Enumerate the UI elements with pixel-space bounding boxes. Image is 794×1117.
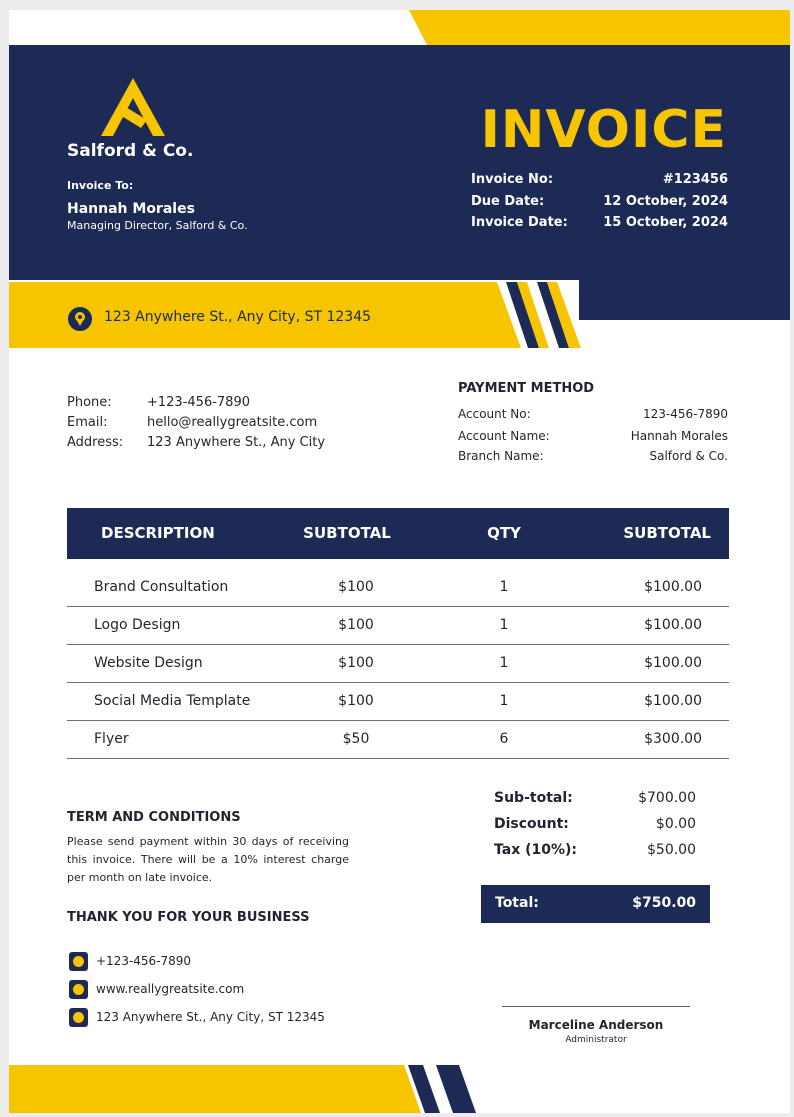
items-table-header [67,508,729,559]
cell-subtotal: $100.00 [644,693,702,709]
cell-subtotal: $100.00 [644,655,702,671]
cell-description: Social Media Template [94,693,251,709]
total-box [481,885,710,923]
payment-value: Salford & Co. [649,449,728,463]
cell-qty: 1 [499,617,509,633]
summary-label: Discount: [494,816,569,832]
meta-value: 15 October, 2024 [603,215,728,230]
contact-value: hello@reallygreatsite.com [147,415,318,430]
payment-label: Account Name: [458,429,550,443]
column-header-subtotal: SUBTOTAL [623,524,711,542]
payment-method-title: PAYMENT METHOD [458,381,595,396]
location-icon [69,1008,88,1027]
total-value: $750.00 [632,895,696,911]
cell-subtotal: $300.00 [644,731,702,747]
summary-subtotal [494,790,696,806]
terms-title: TERM AND CONDITIONS [67,810,241,825]
location-icon [68,307,92,331]
contact-address [67,435,325,450]
table-row [67,644,729,683]
summary-discount [494,816,696,832]
summary-value: $0.00 [655,816,696,832]
summary-label: Sub-total: [494,790,573,806]
thank-you-heading: THANK YOU FOR YOUR BUSINESS [67,910,310,925]
due-date-row [471,194,728,209]
contact-label: Phone: [67,395,112,410]
contact-phone [67,395,250,410]
signature-line [502,1006,690,1007]
cell-price: $100 [338,579,374,595]
contact-value: +123-456-7890 [147,395,250,410]
payment-label: Branch Name: [458,449,544,463]
meta-value: 12 October, 2024 [603,194,728,209]
cell-qty: 1 [499,579,509,595]
contact-email [67,415,317,430]
globe-icon [69,980,88,999]
invoice-title: INVOICE [480,100,727,160]
terms-text: Please send payment within 30 days of receiving this invoice. There will be a 10% interest charge per month on late invoice. [67,835,349,884]
payment-value: 123-456-7890 [642,407,728,421]
payment-row [458,449,728,463]
signature-name: Marceline Anderson [528,1018,664,1032]
cell-qty: 1 [499,655,509,671]
cell-price: $100 [338,693,374,709]
summary-value: $700.00 [638,790,696,806]
payment-label: Account No: [458,407,531,421]
bill-to-role: Managing Director, Salford & Co. [67,219,248,232]
contact-label: Email: [67,415,108,430]
column-header-description: DESCRIPTION [101,524,215,542]
summary-value: $50.00 [647,842,696,858]
payment-value: Hannah Morales [630,429,728,443]
invoice-date-row [471,215,728,230]
table-row [67,682,729,721]
footer-website: www.reallygreatsite.com [96,982,245,996]
meta-label: Invoice No: [471,172,554,187]
cell-description: Brand Consultation [94,579,229,595]
cell-subtotal: $100.00 [644,617,702,633]
summary-tax [494,842,696,858]
cell-description: Website Design [94,655,203,671]
meta-value: #123456 [662,172,728,187]
invoice-page [9,10,790,1113]
meta-label: Invoice Date: [471,215,568,230]
total-label: Total: [495,895,539,911]
table-row [67,720,729,759]
cell-price: $50 [342,731,370,747]
cell-description: Logo Design [94,617,181,633]
cell-price: $100 [338,655,374,671]
bill-to-label: Invoice To: [67,179,134,192]
footer-phone: +123-456-7890 [96,954,192,968]
payment-row [458,429,728,443]
bill-to-name: Hannah Morales [67,201,195,217]
cell-subtotal: $100.00 [644,579,702,595]
cell-description: Flyer [94,731,129,747]
company-name: Salford & Co. [67,141,194,161]
column-header-qty: QTY [487,524,521,542]
signature-role: Administrator [565,1035,627,1045]
payment-row [458,407,728,421]
footer-address: 123 Anywhere St., Any City, ST 12345 [96,1010,325,1024]
contact-label: Address: [67,435,124,450]
company-logo-icon [101,78,165,136]
table-row [67,606,729,645]
cell-qty: 1 [499,693,509,709]
summary-label: Tax (10%): [494,842,578,858]
banner-address: 123 Anywhere St., Any City, ST 12345 [104,309,372,325]
contact-value: 123 Anywhere St., Any City [147,435,326,450]
cell-qty: 6 [499,731,509,747]
cell-price: $100 [338,617,374,633]
phone-icon [69,952,88,971]
table-row [67,568,729,607]
column-header-price: SUBTOTAL [303,524,391,542]
invoice-number-row [471,172,728,187]
meta-label: Due Date: [471,194,545,209]
